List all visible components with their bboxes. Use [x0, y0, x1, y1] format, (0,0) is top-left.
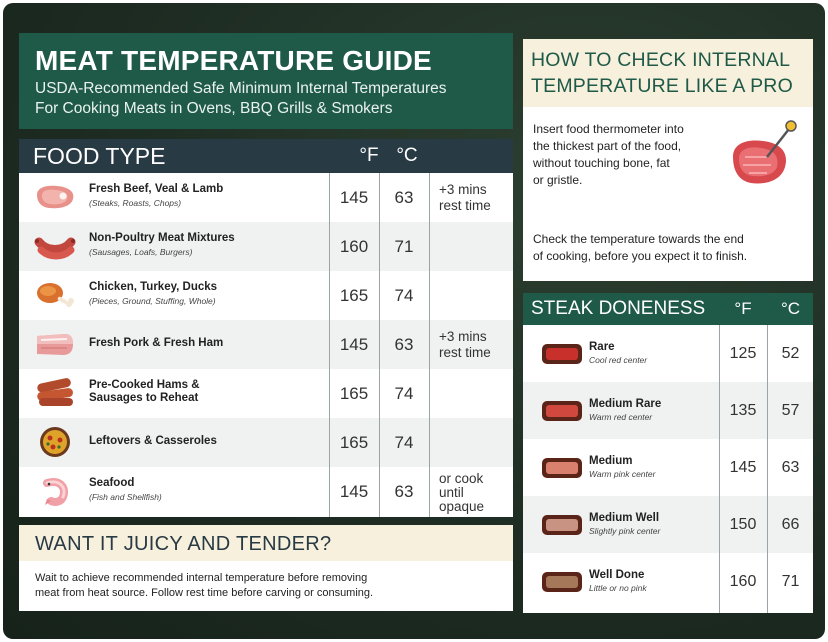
food-temperature-table: [19, 139, 513, 517]
doneness-description: Warm red center: [589, 412, 653, 422]
temp-c: 66: [781, 516, 800, 533]
howto-text-line: Insert food thermometer into: [533, 122, 684, 136]
howto-box: [523, 39, 813, 281]
table-row: [19, 369, 513, 418]
title-banner: [19, 33, 513, 129]
temp-f: 145: [339, 335, 369, 354]
food-examples: (Sausages, Loafs, Burgers): [89, 247, 193, 257]
celsius-header: °C: [396, 145, 418, 166]
temp-f: 135: [729, 402, 757, 419]
seafood-note-line-3: opaque: [439, 499, 485, 514]
steak-center: [546, 405, 578, 417]
temp-f: 145: [339, 482, 369, 501]
ham-icon: [33, 328, 77, 360]
rest-note-line-1: +3 mins: [439, 329, 487, 344]
column-divider: [429, 173, 430, 517]
temp-f: 145: [339, 188, 369, 207]
seafood-note-line-1: or cook: [439, 471, 484, 486]
steak-slice-icon: [541, 569, 583, 595]
temp-c: 57: [781, 402, 800, 419]
table-row: [19, 467, 513, 517]
temp-c: 63: [394, 335, 414, 354]
temp-c: 74: [394, 433, 414, 452]
temp-c: 63: [394, 188, 414, 207]
steak-center: [546, 519, 578, 531]
temp-c: 63: [781, 459, 800, 476]
howto-text-line: or gristle.: [533, 173, 583, 187]
subtitle-line-1: USDA-Recommended Safe Minimum Internal Temperatures: [35, 80, 447, 97]
howto-text-line: of cooking, before you expect it to finish.: [533, 249, 748, 263]
temp-c: 52: [781, 345, 800, 362]
steak-center: [546, 576, 578, 588]
howto-heading-line-2: TEMPERATURE LIKE A PRO: [531, 75, 793, 97]
food-examples: (Pieces, Ground, Stuffing, Whole): [89, 296, 216, 306]
temp-f: 145: [729, 459, 757, 476]
subtitle-line-2: For Cooking Meats in Ovens, BBQ Grills & Smokers: [35, 100, 393, 117]
juicy-text-line-1: Wait to achieve recommended internal temperature before removing: [35, 572, 368, 584]
temp-f: 125: [729, 345, 757, 362]
sausage-icon: [33, 230, 77, 262]
doneness-description: Little or no pink: [589, 583, 647, 593]
guide-board: [3, 3, 825, 639]
food-name: Non-Poultry Meat Mixtures: [89, 232, 235, 244]
doneness-name: Well Done: [589, 569, 645, 581]
temp-c: 71: [394, 237, 414, 256]
howto-text-line: the thickest part of the food,: [533, 139, 682, 153]
howto-text-line: without touching bone, fat: [533, 156, 670, 170]
hotdog-icon: [33, 377, 77, 409]
doneness-description: Slightly pink center: [589, 526, 661, 536]
food-name: Leftovers & Casseroles: [89, 435, 217, 447]
rest-note-line-2: rest time: [439, 198, 491, 213]
casserole-icon: [33, 426, 77, 458]
table-row: [19, 320, 513, 369]
temp-f: 165: [339, 433, 369, 452]
temp-c: 63: [394, 482, 414, 501]
table-row: [523, 439, 813, 496]
column-divider: [329, 173, 330, 517]
celsius-header: °C: [780, 299, 801, 318]
table-row: [19, 271, 513, 320]
temp-f: 160: [339, 237, 369, 256]
food-table-header: [19, 139, 513, 173]
juicy-text-line-2: meat from heat source. Follow rest time before carving or consuming.: [35, 587, 374, 599]
column-divider: [767, 325, 768, 613]
doneness-name: Medium Well: [589, 512, 660, 524]
fahrenheit-header: °F: [359, 145, 379, 166]
table-row: [19, 173, 513, 222]
temp-c: 74: [394, 384, 414, 403]
doneness-description: Cool red center: [589, 355, 648, 365]
steak-icon: [33, 181, 77, 213]
fahrenheit-header: °F: [734, 299, 752, 318]
steak-center: [546, 348, 578, 360]
drumstick-icon: [33, 279, 77, 311]
temp-f: 165: [339, 286, 369, 305]
food-examples: (Fish and Shellfish): [89, 492, 162, 502]
doneness-name: Medium: [589, 455, 633, 467]
doneness-description: Warm pink center: [589, 469, 656, 479]
temp-f: 165: [339, 384, 369, 403]
steak-doneness-table: [523, 293, 813, 613]
temp-c: 74: [394, 286, 414, 305]
steak-slice-icon: [541, 398, 583, 424]
food-name: Fresh Pork & Fresh Ham: [89, 337, 224, 349]
shrimp-icon: [33, 475, 77, 507]
food-name: Pre-Cooked Hams &: [89, 379, 200, 391]
thermometer-steak-icon: [727, 117, 799, 197]
howto-text-line: Check the temperature towards the end: [533, 232, 744, 246]
food-name: Fresh Beef, Veal & Lamb: [89, 183, 224, 195]
seafood-note-line-2: until: [439, 485, 464, 500]
steak-slice-icon: [541, 455, 583, 481]
steak-center: [546, 462, 578, 474]
temp-c: 71: [781, 573, 800, 590]
steak-slice-icon: [541, 341, 583, 367]
page-title: MEAT TEMPERATURE GUIDE: [35, 45, 432, 76]
rest-note-line-1: +3 mins: [439, 182, 487, 197]
steak-table-header: [523, 293, 813, 325]
column-divider: [719, 325, 720, 613]
doneness-name: Medium Rare: [589, 398, 662, 410]
howto-heading-line-1: HOW TO CHECK INTERNAL: [531, 49, 791, 71]
rest-note-line-2: rest time: [439, 345, 491, 360]
steak-doneness-header: STEAK DONENESS: [531, 298, 706, 319]
temp-f: 150: [729, 516, 757, 533]
table-row: [19, 418, 513, 467]
food-name: Seafood: [89, 477, 135, 489]
column-divider: [379, 173, 380, 517]
table-row: [523, 553, 813, 613]
table-row: [523, 325, 813, 382]
temp-f: 160: [729, 573, 757, 590]
food-type-header: FOOD TYPE: [33, 143, 166, 169]
doneness-name: Rare: [589, 341, 615, 353]
food-name: Chicken, Turkey, Ducks: [89, 281, 218, 293]
food-examples: (Steaks, Roasts, Chops): [89, 198, 182, 208]
juicy-tip-box: [19, 525, 513, 611]
table-row: [19, 222, 513, 271]
food-name-line-2: Sausages to Reheat: [89, 392, 199, 404]
steak-slice-icon: [541, 512, 583, 538]
table-row: [523, 382, 813, 439]
juicy-heading: WANT IT JUICY AND TENDER?: [19, 525, 513, 561]
table-row: [523, 496, 813, 553]
